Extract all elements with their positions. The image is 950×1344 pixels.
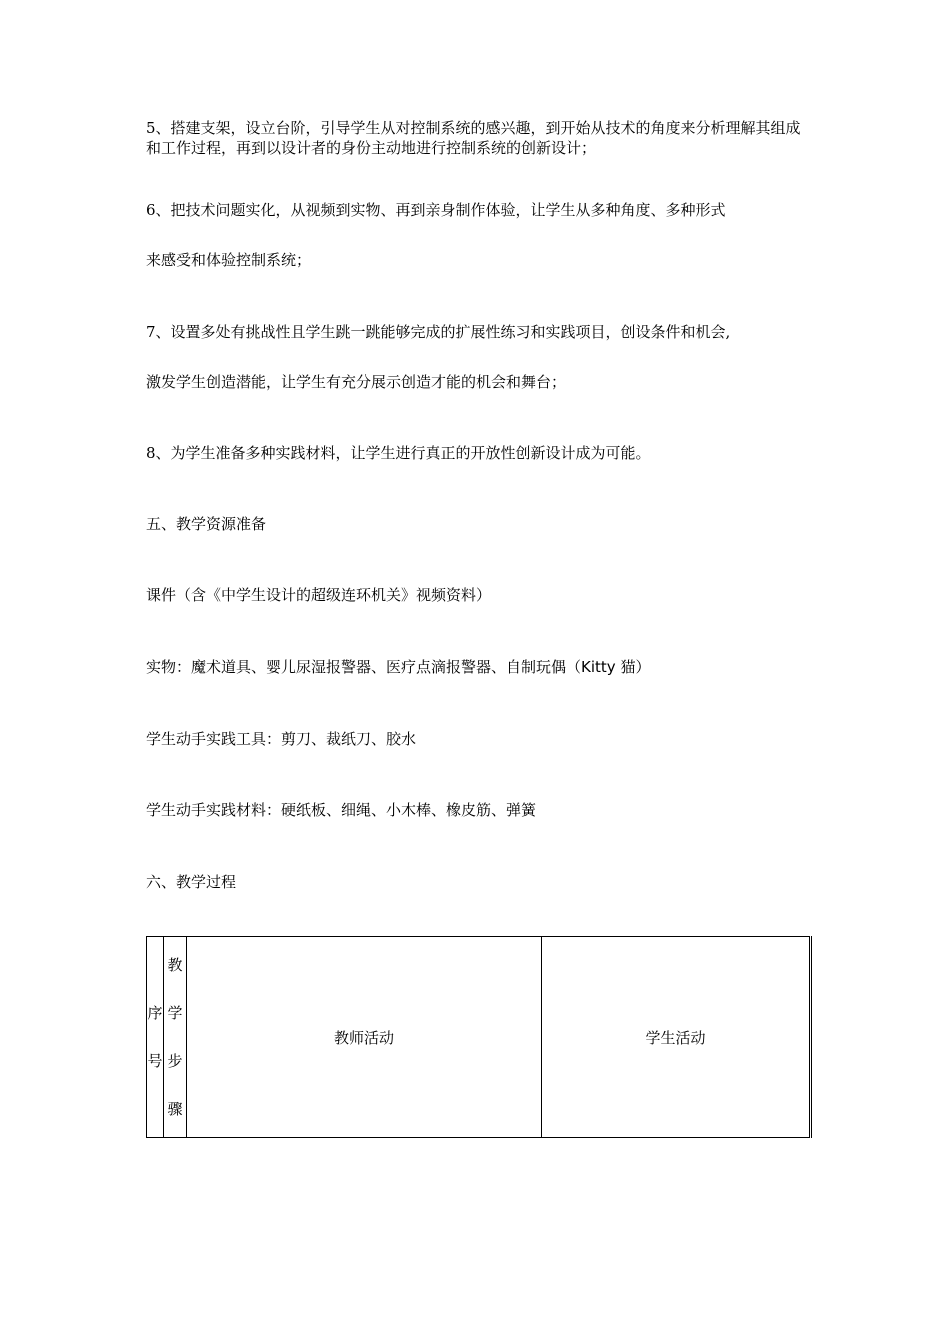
header-step-char-2: 学 [167,1004,183,1022]
paragraph-6-line2: 来感受和体验控制系统； [146,251,312,269]
paragraph-6-line1: 6、把技术问题实化，从视频到实物、再到亲身制作体验，让学生从多种角度、多种形式 [146,201,726,219]
header-cell-number [147,937,164,1138]
header-number-char-2: 号 [147,1052,163,1070]
header-cell-teacher-activity: 教师活动 [187,937,542,1138]
teaching-process-table [146,936,812,1138]
resource-item-objects-text: 实物：魔术道具、婴儿尿湿报警器、医疗点滴报警器、自制玩偶（ [146,658,582,676]
header-number-char-1: 序 [147,1004,163,1022]
header-step-char-1: 教 [167,956,183,974]
table-header-row [147,937,811,1138]
header-cell-step [164,937,187,1138]
paragraph-8: 8、为学生准备多种实践材料，让学生进行真正的开放性创新设计成为可能。 [146,444,651,462]
header-step-char-3: 步 [167,1052,183,1070]
resource-item-objects-latin: Kitty [581,658,616,676]
section-5-heading: 五、教学资源准备 [146,515,267,533]
resource-item-tools: 学生动手实践工具：剪刀、裁纸刀、胶水 [146,730,417,748]
header-cell-student-activity: 学生活动 [542,937,811,1138]
paragraph-5: 5、搭建支架，设立台阶，引导学生从对控制系统的感兴趣，到开始从技术的角度来分析理解其组成和工作过程，再到以设计者的身份主动地进行控制系统的创新设计； [146,119,801,157]
resource-item-materials: 学生动手实践材料：硬纸板、细绳、小木棒、橡皮筋、弹簧 [146,801,537,819]
resource-item-objects [146,657,650,677]
resource-item-courseware: 课件（含《中学生设计的超级连环机关》视频资料） [146,586,492,604]
paragraph-7-line1: 7、设置多处有挑战性且学生跳一跳能够完成的扩展性练习和实践项目，创设条件和机会, [146,323,731,341]
paragraph-7-line2: 激发学生创造潜能，让学生有充分展示创造才能的机会和舞台； [146,373,567,391]
resource-item-objects-tail: 猫） [615,658,651,676]
section-6-heading: 六、教学过程 [146,873,237,891]
header-step-char-4: 骤 [167,1100,183,1118]
